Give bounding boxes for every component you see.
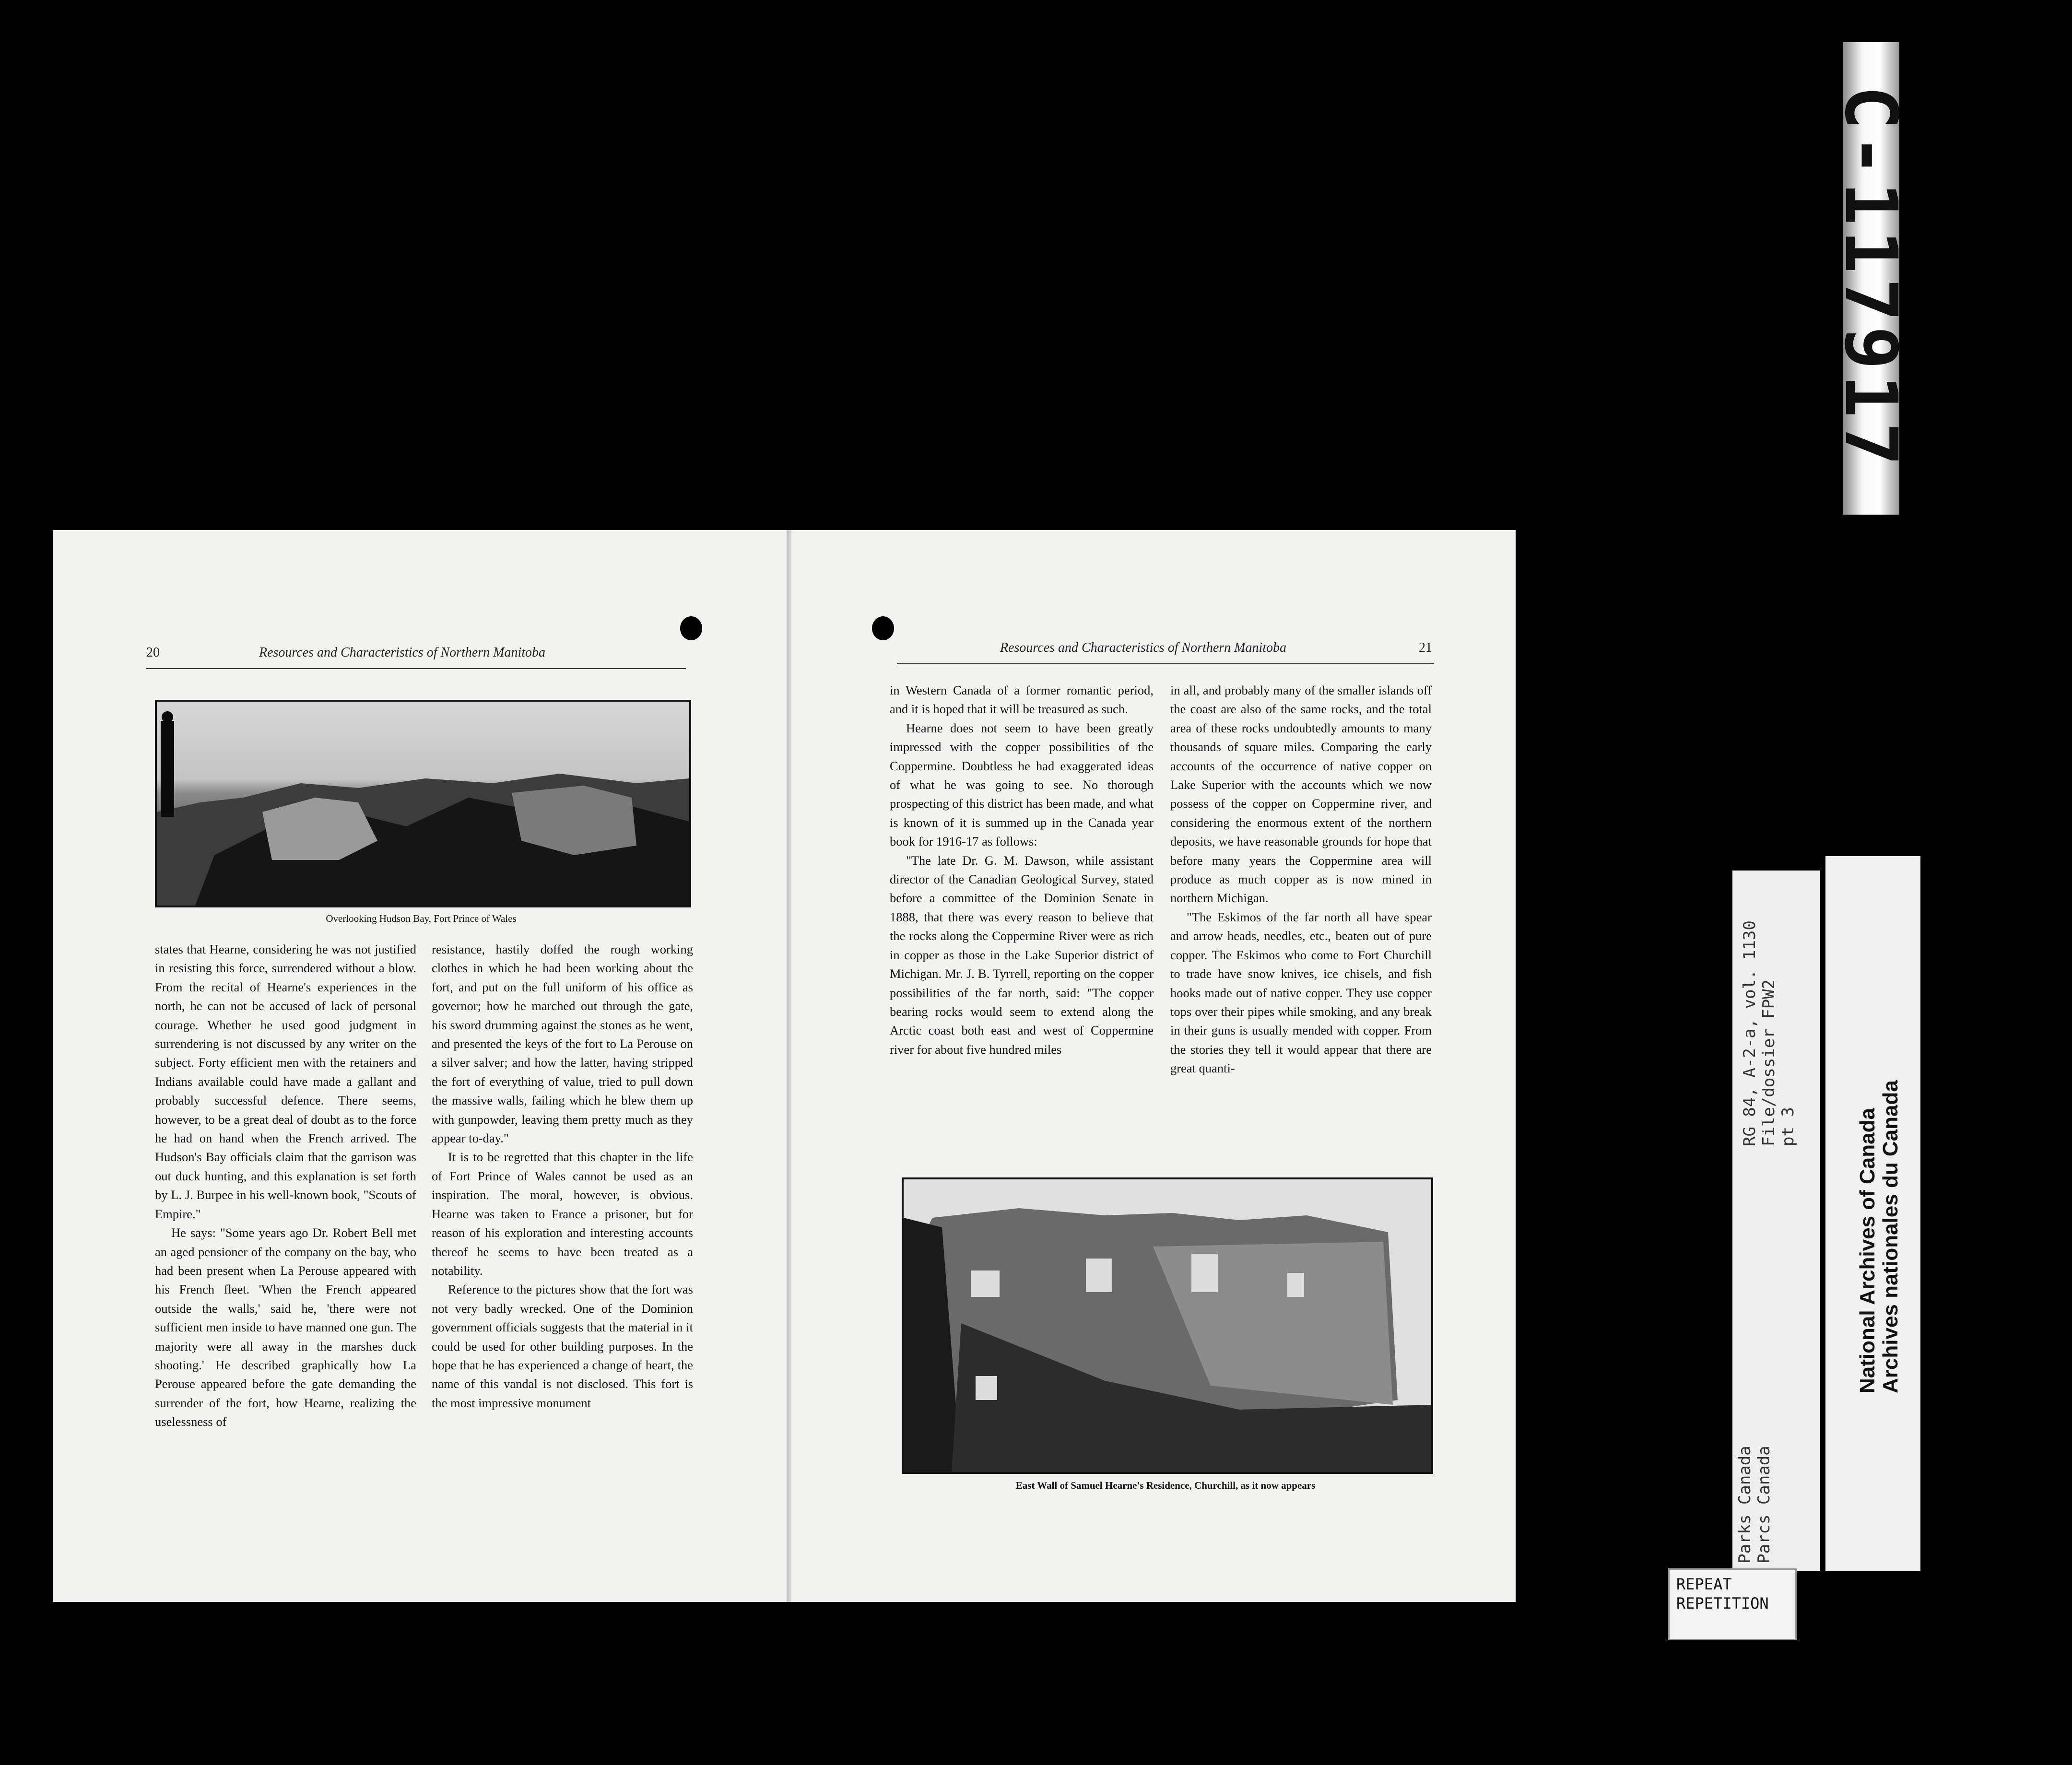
paragraph: states that Hearne, considering he was not justified in resisting this force, surrendered without a blow. From the recital of Hearne's experiences in the north, he can not be accused of lack of personal courage. Whether he used good judgment in surrendering is not discussed by any writer on the subject. Forty efficient men with the retainers and Indians available could have made a gallant and probably successful defence. There seems, however, to be a great deal of doubt as to the force he had on hand when the French arrived. The Hudson's Bay officials claim that the garrison was out duck hunting, and this explanation is set forth by L. J. Burpee in his well-known book, "Scouts of Empire."	[155, 942, 416, 1221]
repeat-stamp-line: REPETITION	[1676, 1594, 1769, 1612]
wall-ruin-image	[904, 1179, 1431, 1472]
punch-hole	[872, 616, 894, 640]
right-header-rule	[897, 663, 1434, 664]
paragraph: in all, and probably many of the smaller islands off the coast are also of the same rocks, and the total area of these rocks undoubtedly amounts to many thousands of square miles. Comparing the early accounts of the occurrence of native copper on Lake Superior with the accounts which we now possess of the copper on Coppermine river, and considering the enormous extent of the northern deposits, we have reasonable grounds for hope that before many years the Coppermine area will produce as much copper as is now mined in northern Michigan.	[1170, 683, 1432, 906]
paragraph: It is to be regretted that this chapter in the life of Fort Prince of Wales cannot be used as an inspiration. The moral, however, is obvious. Hearne was taken to France a prisoner, but for reason of his exploration and interesting accounts thereof he seems to have been treated as a notability.	[432, 1150, 693, 1278]
paragraph: "The late Dr. G. M. Dawson, while assistant director of the Canadian Geological Survey, stated before a committee of the Dominion Senate in 1888, that there was every reason to believe that the rocks along the Coppermine River were as rich in copper as those in the Lake Superior district of Michigan. Mr. J. B. Tyrrell, reporting on the copper possibilities of the far north, said: "The copper bearing rocks would seem to extend along the Arctic coast both east and west of Coppermine river for about five hundred miles	[890, 853, 1154, 1057]
punch-hole	[680, 616, 702, 640]
left-column-1	[155, 940, 416, 1432]
archive-reference-line: pt 3	[1778, 1107, 1798, 1146]
archive-owner-text	[1735, 1446, 1774, 1564]
photo-east-wall	[902, 1177, 1433, 1474]
archive-owner-line: Parks Canada	[1735, 1446, 1754, 1564]
paragraph: in Western Canada of a former romantic period, and it is hoped that it will be treasured as such.	[890, 683, 1154, 717]
right-running-head: Resources and Characteristics of Northern Manitoba	[1000, 640, 1287, 655]
paragraph: He says: "Some years ago Dr. Robert Bell met an aged pensioner of the company on the bay, who had been present when La Perouse appeared with his French fleet. 'When the French appeared outside the walls,' said he, 'there were not sufficient men inside to have manned one gun. The majority were all away in the marshes duck shooting.' He described graphically how La Perouse appeared before the gate demanding the surrender of the fort, how Hearne, realizing the uselessness of	[155, 1225, 416, 1429]
paragraph: Reference to the pictures show that the fort was not very badly wrecked. One of the Dominion government officials suggests that the material in it could be used for other building purposes. In the hope that he has experienced a change of heart, the name of this vandal is not disclosed. This fort is the most impressive monument	[432, 1282, 693, 1410]
paragraph: "The Eskimos of the far north all have spear and arrow heads, needles, etc., beaten out of pure copper. The Eskimos who come to Fort Churchill to trade have snow knives, ice chisels, and fish hooks made out of native copper. They use copper tops over their pipes while smoking, and any break in their guns is usually mended with copper. From the stories they tell it would appear that there are great quanti-	[1170, 909, 1432, 1076]
national-archives-text	[1856, 1080, 1902, 1393]
archive-reference-line: File/dossier FPW2	[1759, 979, 1778, 1146]
paragraph: Hearne does not seem to have been greatly impressed with the copper possibilities of the Coppermine. Doubtless he had exaggerated ideas of what he was going to see. No thorough prospecting of this district has been made, and what is known of it is summed up in the Canada year book for 1916-17 as follows:	[890, 720, 1154, 849]
right-column-1	[890, 681, 1154, 1059]
repeat-stamp-line: REPEAT	[1676, 1575, 1732, 1593]
archive-name-fr: Archives nationales du Canada	[1879, 1080, 1902, 1393]
repeat-stamp	[1668, 1568, 1797, 1640]
right-photo-caption: East Wall of Samuel Hearne's Residence, Churchill, as it now appears	[1015, 1480, 1316, 1491]
film-frame-number: C-117917	[1829, 85, 1912, 471]
left-page-number: 20	[146, 645, 160, 660]
archive-reference-text	[1740, 920, 1798, 1146]
left-photo-caption: Overlooking Hudson Bay, Fort Prince of Wales	[326, 913, 517, 924]
left-header-rule	[146, 668, 686, 669]
ruins-silhouette	[157, 702, 689, 906]
photo-hudson-bay	[155, 700, 691, 907]
archive-name-en: National Archives of Canada	[1856, 1108, 1879, 1393]
left-running-head: Resources and Characteristics of Northern Manitoba	[259, 645, 546, 660]
left-column-2	[432, 940, 693, 1412]
archive-reference-line: RG 84, A-2-a, vol. 1130	[1740, 920, 1759, 1146]
archive-owner-line: Parcs Canada	[1754, 1446, 1774, 1564]
right-column-2	[1170, 681, 1432, 1078]
right-page-number: 21	[1419, 640, 1432, 655]
paragraph: resistance, hastily doffed the rough working clothes in which he had been working about the fort, and put on the full uniform of his office as governor; how he marched out through the gate, his sword drumming against the stones as he went, and presented the keys of the fort to La Perouse on a silver salver; and how the latter, having stripped the fort of everything of value, tried to pull down the massive walls, failing which he blew them up with gunpowder, leaving them pretty much as they appear to-day."	[432, 942, 693, 1146]
